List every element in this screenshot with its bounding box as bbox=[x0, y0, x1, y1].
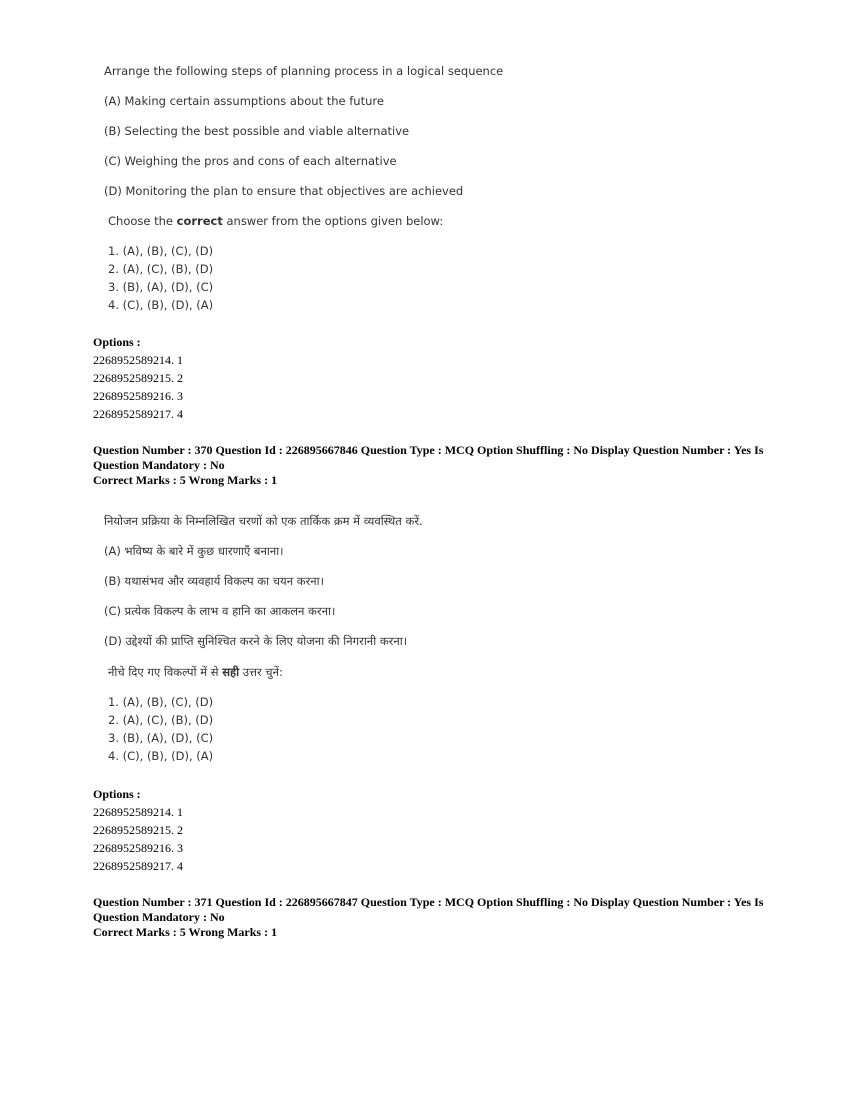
question-header bbox=[93, 443, 773, 488]
options-block bbox=[93, 333, 773, 423]
options-title: Options : bbox=[93, 787, 141, 801]
option-line: 2268952589217. 4 bbox=[93, 859, 183, 873]
option-line: 2268952589216. 3 bbox=[93, 389, 183, 403]
marks-line: Correct Marks : 5 Wrong Marks : 1 bbox=[93, 473, 278, 487]
option-line: 2268952589217. 4 bbox=[93, 407, 183, 421]
question-stem: Arrange the following steps of planning process in a logical sequence bbox=[104, 64, 504, 78]
option-line: 2268952589215. 2 bbox=[93, 371, 183, 385]
question-header-line: Question Number : 370 Question Id : 226895667846 Question Type : MCQ Option Shuffling : No Display Question Number : Yes Is bbox=[93, 443, 764, 457]
statement-c: (C) Weighing the pros and cons of each alternative bbox=[104, 154, 397, 168]
option-line: 2268952589214. 1 bbox=[93, 353, 183, 367]
option-line: 2268952589215. 2 bbox=[93, 823, 183, 837]
choose-instruction: नीचे दिए गए विकल्पों में से सही उत्तर चुनें: bbox=[108, 665, 283, 679]
answer-item: 4. (C), (B), (D), (A) bbox=[108, 749, 214, 763]
options-block bbox=[93, 785, 773, 875]
statement-c: (C) प्रत्येक विकल्प के लाभ व हानि का आकलन करना। bbox=[104, 604, 336, 618]
statement-a: (A) Making certain assumptions about the future bbox=[104, 94, 384, 108]
answer-item: 3. (B), (A), (D), (C) bbox=[108, 731, 214, 745]
answer-item: 3. (B), (A), (D), (C) bbox=[108, 280, 214, 294]
question-header bbox=[93, 895, 773, 940]
statement-b: (B) Selecting the best possible and viable alternative bbox=[104, 124, 410, 138]
question-header-line: Question Number : 371 Question Id : 226895667847 Question Type : MCQ Option Shuffling : No Display Question Number : Yes Is bbox=[93, 895, 764, 909]
answer-item: 4. (C), (B), (D), (A) bbox=[108, 298, 214, 312]
answer-item: 1. (A), (B), (C), (D) bbox=[108, 695, 214, 709]
option-line: 2268952589214. 1 bbox=[93, 805, 183, 819]
question-header-line: Question Mandatory : No bbox=[93, 910, 225, 924]
answer-list bbox=[108, 242, 213, 314]
answer-item: 2. (A), (C), (B), (D) bbox=[108, 713, 214, 727]
statement-d: (D) Monitoring the plan to ensure that objectives are achieved bbox=[104, 184, 464, 198]
answer-list bbox=[108, 693, 213, 765]
statement-b: (B) यथासंभव और व्यवहार्य विकल्प का चयन करना। bbox=[104, 574, 325, 588]
question-stem: नियोजन प्रक्रिया के निम्नलिखित चरणों को एक तार्किक क्रम में व्यवस्थित करें. bbox=[104, 514, 423, 528]
question-header-line: Question Mandatory : No bbox=[93, 458, 225, 472]
marks-line: Correct Marks : 5 Wrong Marks : 1 bbox=[93, 925, 278, 939]
answer-item: 2. (A), (C), (B), (D) bbox=[108, 262, 214, 276]
options-title: Options : bbox=[93, 335, 141, 349]
statement-a: (A) भविष्य के बारे में कुछ धारणाएँ बनाना। bbox=[104, 544, 284, 558]
answer-item: 1. (A), (B), (C), (D) bbox=[108, 244, 214, 258]
statement-d: (D) उद्देश्यों की प्राप्ति सुनिश्चित करने के लिए योजना की निगरानी करना। bbox=[104, 634, 408, 648]
option-line: 2268952589216. 3 bbox=[93, 841, 183, 855]
choose-instruction: Choose the correct answer from the options given below: bbox=[108, 214, 444, 228]
